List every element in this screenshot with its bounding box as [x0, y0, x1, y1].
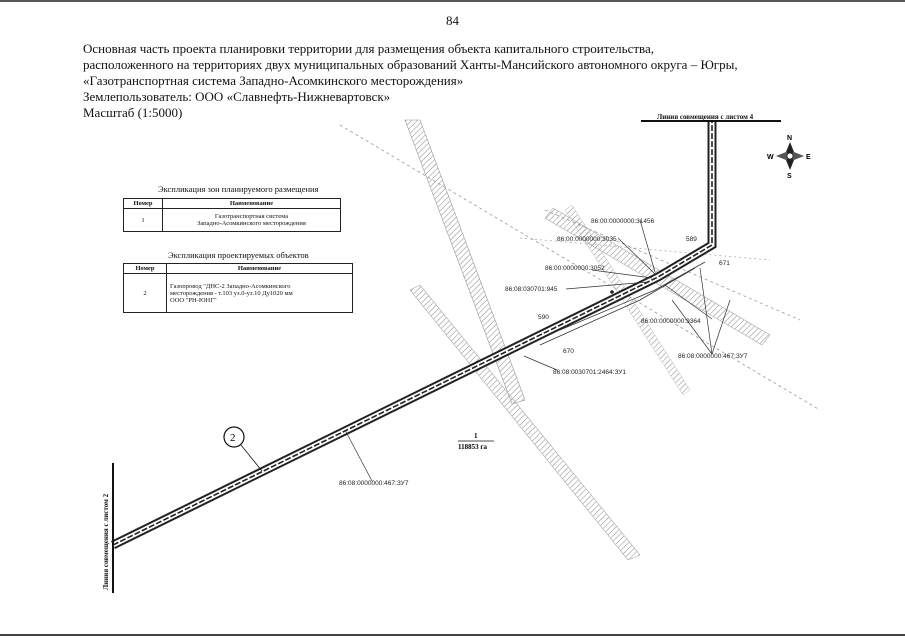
compass-rose-icon [767, 135, 811, 180]
parcel-label: 86:00:0000000:31456 [591, 218, 655, 225]
match-line-left-label: Линия совмещения с листом 2 [102, 493, 110, 590]
object-marker-leader [241, 445, 262, 471]
objects-row-name-line3: ООО "РН-ЮНГ" [170, 296, 217, 304]
compass-n: N [787, 135, 793, 142]
zones-legend-title: Экспликация зон планируемого размещения [158, 184, 319, 194]
parcel-label: 86:08:0000000:467:ЗУ7 [678, 353, 748, 360]
area-fraction-top: 1 [474, 432, 478, 440]
zones-row-name-line2: Западно-Асомкинского месторождения [197, 220, 306, 227]
parcel-label: 86:00:0000000:3052 [545, 265, 605, 272]
objects-col-name: Наименование [167, 264, 353, 274]
objects-row-number: 2 [124, 274, 167, 313]
objects-legend-title: Экспликация проектируемых объектов [168, 250, 309, 260]
objects-legend-table [123, 263, 353, 313]
header-line-2: расположенного на территориях двух муниципальных образований Ханты-Мансийского автономного округа – Югры, [83, 57, 738, 72]
parcel-label: 86:00:0000000:9364 [641, 318, 701, 325]
existing-corridor [565, 205, 690, 395]
parcel-label: 86:00:0000000:3035 [557, 236, 617, 243]
objects-row-name-line1: Газопровод "ДНС-2 Западно-Асомкинского [170, 282, 291, 290]
area-fraction-bottom: 118853 га [458, 443, 488, 451]
header-line-1: Основная часть проекта планировки территории для размещения объекта капитального строительства, [83, 41, 655, 56]
point-label: 670 [563, 348, 574, 355]
point-label: 589 [686, 236, 697, 243]
survey-point [610, 290, 614, 294]
existing-corridor [405, 120, 525, 404]
page-number: 84 [446, 13, 459, 28]
zones-col-number: Номер [124, 199, 163, 209]
compass-s: S [787, 173, 792, 180]
existing-corridor [410, 285, 640, 560]
parcel-label: 86:08:030701:945 [505, 286, 558, 293]
compass-e: E [806, 154, 811, 161]
objects-col-number: Номер [124, 264, 167, 274]
match-line-right-label: Линия совмещения с листом 4 [657, 113, 754, 121]
point-label: 590 [538, 314, 549, 321]
zones-row-name [163, 209, 341, 232]
parcel-label: 86:08:0030701:2464:ЗУ1 [553, 369, 627, 376]
objects-row-name [167, 274, 353, 313]
zones-col-name: Наименование [163, 199, 341, 209]
zones-legend-table [123, 198, 341, 232]
header-line-3: «Газотранспортная система Западно-Асомкинского месторождения» [83, 73, 464, 88]
objects-row-name-line2: месторождения - т.103 уз.0-уз.10 Ду1020 мм [170, 289, 293, 297]
parcel-label: 86:08:0000000:467:ЗУ7 [339, 480, 409, 487]
zones-row-number: 1 [124, 209, 163, 232]
header-scale: Масштаб (1:5000) [83, 105, 183, 120]
compass-w: W [767, 154, 774, 161]
point-label: 671 [719, 260, 730, 267]
object-marker-number: 2 [230, 432, 236, 444]
header-landuser: Землепользователь: ООО «Славнефть-Нижневартовск» [83, 89, 391, 104]
zones-row-name-line1: Газотранспортная система [214, 213, 289, 220]
